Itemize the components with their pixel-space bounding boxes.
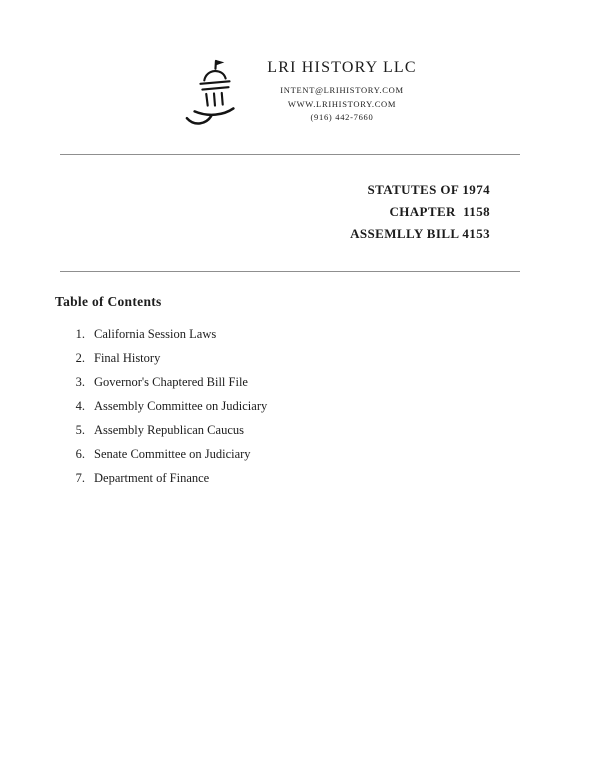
toc-list <box>55 328 540 485</box>
toc-item-number: 6. <box>75 447 85 461</box>
toc-item-label: Assembly Republican Caucus <box>94 423 244 437</box>
toc-item <box>69 400 540 413</box>
toc-item <box>69 328 540 341</box>
chapter-line: CHAPTER 1158 <box>389 204 490 219</box>
toc-item <box>69 424 540 437</box>
toc-item-number: 4. <box>75 399 85 413</box>
toc-item <box>69 448 540 461</box>
contact-phone: (916) 442-7660 <box>310 112 374 123</box>
letterhead <box>0 0 600 128</box>
bill-line: ASSEMLLY BILL 4153 <box>350 226 490 241</box>
citation-block <box>0 179 490 245</box>
statutes-line: STATUTES OF 1974 <box>367 182 490 197</box>
divider-top <box>60 154 520 155</box>
toc-item-label: Senate Committee on Judiciary <box>94 447 251 461</box>
toc-item-number: 5. <box>75 423 85 437</box>
divider-bottom <box>60 271 520 272</box>
contact-website: WWW.LRIHISTORY.COM <box>287 98 397 109</box>
capitol-logo-icon <box>183 56 245 128</box>
toc-item <box>69 352 540 365</box>
toc-item-label: Department of Finance <box>94 471 210 485</box>
toc-title: Table of Contents <box>55 294 162 309</box>
company-name: LRI HISTORY LLC <box>267 59 417 77</box>
toc-item-number: 7. <box>75 471 85 485</box>
toc-item-number: 1. <box>75 327 85 341</box>
toc-item-label: Assembly Committee on Judiciary <box>94 399 268 413</box>
contact-email: INTENT@LRIHISTORY.COM <box>280 85 404 96</box>
toc-item-label: California Session Laws <box>94 327 217 341</box>
toc-item-number: 2. <box>75 351 85 365</box>
toc-item-label: Final History <box>94 351 161 365</box>
table-of-contents <box>55 294 540 485</box>
toc-item-label: Governor's Chaptered Bill File <box>94 375 248 389</box>
toc-item <box>69 472 540 485</box>
toc-item <box>69 376 540 389</box>
toc-item-number: 3. <box>75 375 85 389</box>
letterhead-text <box>267 59 417 125</box>
